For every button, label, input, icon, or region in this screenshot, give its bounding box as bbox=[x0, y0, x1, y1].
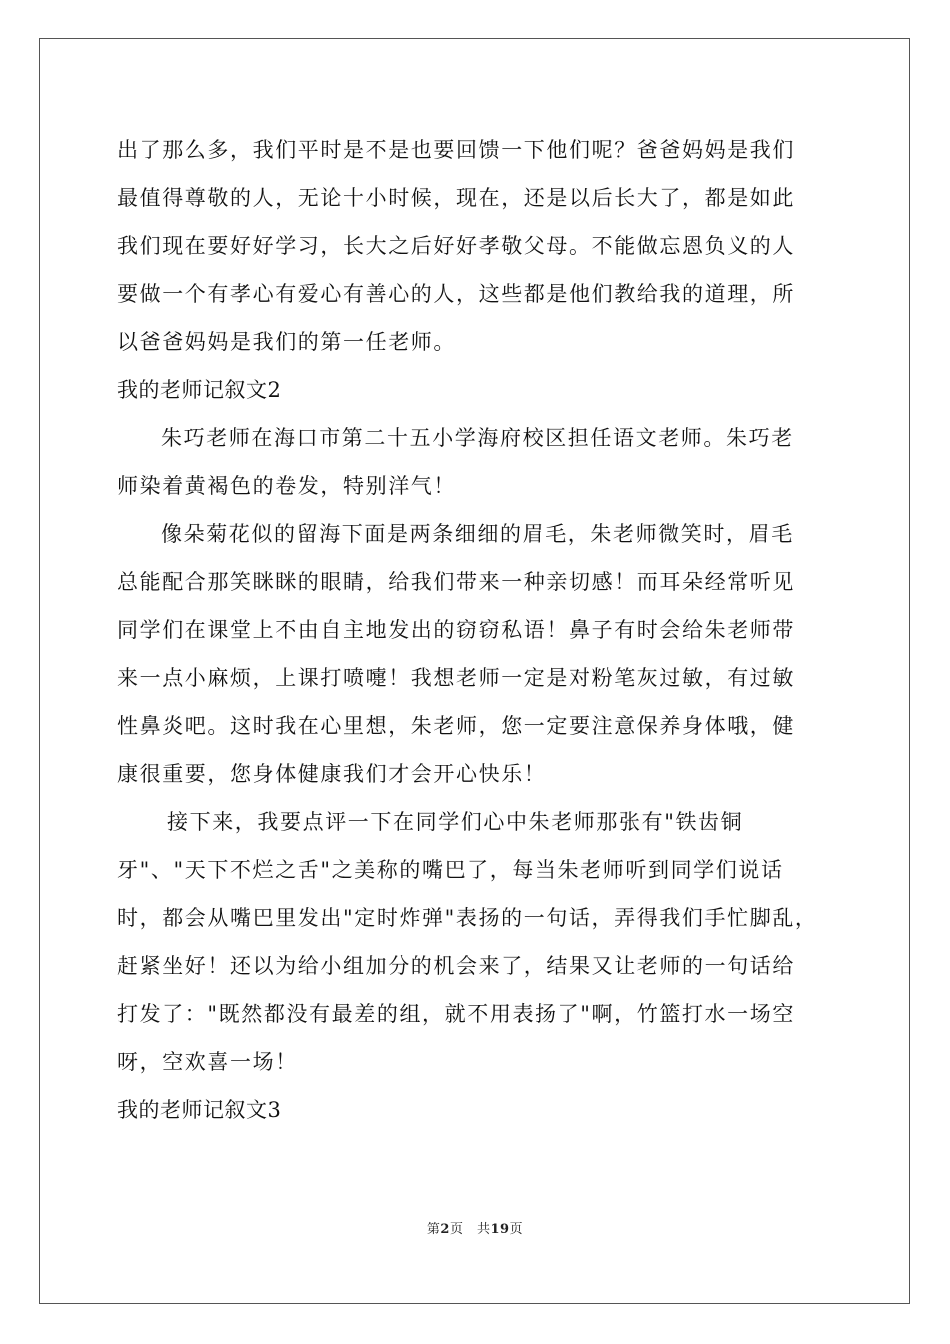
text-line: 打发了："既然都没有最差的组，就不用表扬了"啊，竹篮打水一场空 bbox=[117, 1002, 795, 1026]
footer-mid: 页 共 bbox=[449, 1222, 491, 1237]
text-line: 接下来，我要点评一下在同学们心中朱老师那张有"铁齿铜 bbox=[167, 810, 744, 834]
footer-prefix: 第 bbox=[426, 1222, 441, 1237]
footer-suffix: 页 bbox=[509, 1222, 524, 1237]
text-line: 要做一个有孝心有爱心有善心的人，这些都是他们教给我的道理，所 bbox=[117, 282, 795, 306]
text-line: 以爸爸妈妈是我们的第一任老师。 bbox=[117, 330, 456, 354]
footer-total-pages: 19 bbox=[490, 1222, 510, 1237]
section-heading: 我的老师记叙文3 bbox=[117, 1098, 282, 1122]
text-line: 性鼻炎吧。这时我在心里想，朱老师，您一定要注意保养身体哦，健 bbox=[117, 714, 795, 738]
section-heading: 我的老师记叙文2 bbox=[117, 378, 282, 402]
text-line: 总能配合那笑眯眯的眼睛，给我们带来一种亲切感！而耳朵经常听见 bbox=[117, 570, 795, 594]
text-line: 时，都会从嘴巴里发出"定时炸弹"表扬的一句话，弄得我们手忙脚乱， bbox=[117, 906, 818, 930]
text-line: 同学们在课堂上不由自主地发出的窃窃私语！鼻子有时会给朱老师带 bbox=[117, 618, 795, 642]
text-line: 来一点小麻烦，上课打喷嚏！我想老师一定是对粉笔灰过敏，有过敏 bbox=[117, 666, 795, 690]
text-line: 牙"、"天下不烂之舌"之美称的嘴巴了，每当朱老师听到同学们说话 bbox=[117, 858, 784, 882]
text-line: 像朵菊花似的留海下面是两条细细的眉毛，朱老师微笑时，眉毛 bbox=[161, 522, 794, 546]
text-line: 最值得尊敬的人，无论十小时候，现在，还是以后长大了，都是如此 bbox=[117, 186, 795, 210]
text-line: 呀，空欢喜一场！ bbox=[117, 1050, 298, 1074]
text-line: 康很重要，您身体健康我们才会开心快乐！ bbox=[117, 762, 547, 786]
text-line: 出了那么多，我们平时是不是也要回馈一下他们呢？爸爸妈妈是我们 bbox=[117, 138, 795, 162]
footer-page-number: 2 bbox=[440, 1222, 450, 1237]
document-body bbox=[117, 126, 837, 1134]
page-footer bbox=[0, 1218, 950, 1237]
text-line: 师染着黄褐色的卷发，特别洋气！ bbox=[117, 474, 456, 498]
text-line: 赶紧坐好！还以为给小组加分的机会来了，结果又让老师的一句话给 bbox=[117, 954, 795, 978]
text-line: 朱巧老师在海口市第二十五小学海府校区担任语文老师。朱巧老 bbox=[161, 426, 794, 450]
text-line: 我们现在要好好学习，长大之后好好孝敬父母。不能做忘恩负义的人 bbox=[117, 234, 795, 258]
